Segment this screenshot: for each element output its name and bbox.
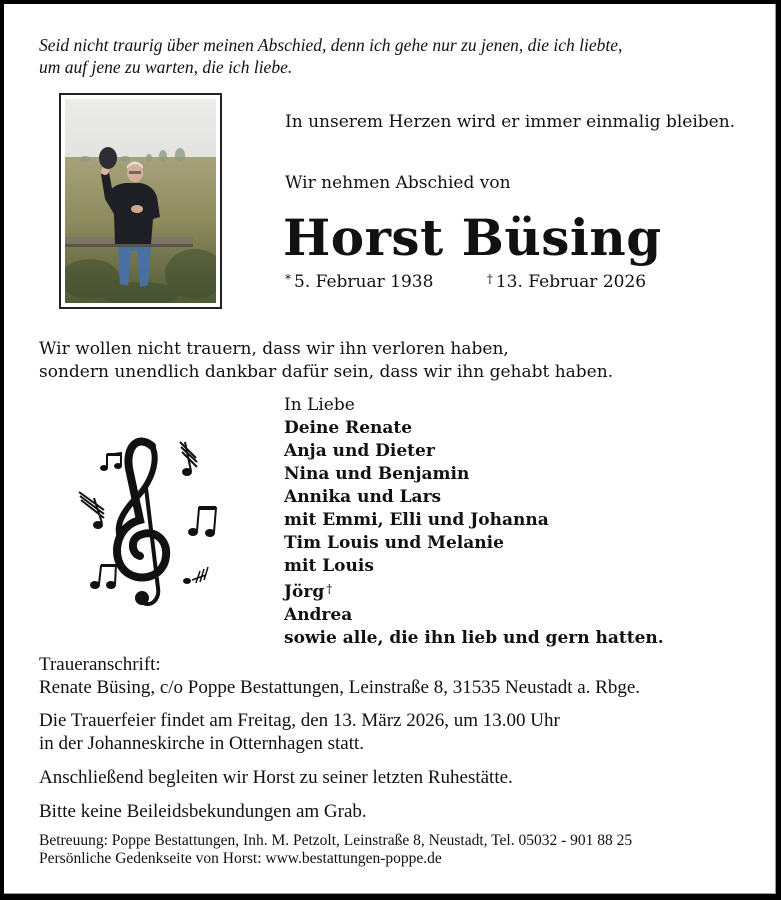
obituary-notice (4, 4, 776, 894)
farewell-intro: Wir nehmen Abschied von (285, 173, 511, 193)
mourner-name: mit Emmi, Elli und Johanna (284, 510, 549, 530)
quote-line-2: um auf jene zu warten, die ich liebe. (39, 57, 293, 77)
undertaker-footer (39, 832, 632, 868)
poem-line-2: sondern unendlich dankbar dafür sein, dass wir ihn gehabt haben. (39, 362, 614, 382)
address-value: Renate Büsing, c/o Poppe Bestattungen, Leinstraße 8, 31535 Neustadt a. Rbge. (39, 677, 641, 698)
funeral-ceremony (39, 709, 560, 755)
undertaker-info: Betreuung: Poppe Bestattungen, Inh. M. Petzolt, Leinstraße 8, Neustadt, Tel. 05032 - 901 88 25 (39, 832, 633, 849)
memorial-page-link[interactable]: Persönliche Gedenkseite von Horst: www.bestattungen-poppe.de (39, 850, 442, 867)
death-symbol: † (486, 272, 493, 286)
mourner-name: Annika und Lars (284, 487, 442, 507)
mourners-list (284, 394, 664, 650)
burial-note: Anschließend begleiten wir Horst zu seiner letzten Ruhestätte. (39, 767, 513, 788)
mourner-name: Nina und Benjamin (284, 464, 470, 484)
mourner-name: sowie alle, die ihn lieb und gern hatten. (284, 628, 664, 648)
mourning-address (39, 653, 640, 699)
ceremony-line-2: in der Johanneskirche in Otternhagen statt. (39, 733, 365, 754)
mourner-name: mit Louis (284, 556, 374, 576)
music-notes-illustration (66, 428, 226, 613)
deceased-name: Horst Büsing (283, 208, 662, 267)
mourners-heading: In Liebe (284, 395, 355, 415)
portrait-photo-frame (59, 93, 222, 309)
life-dates (285, 272, 646, 292)
tagline: In unserem Herzen wird er immer einmalig bleiben. (285, 112, 736, 132)
address-label: Traueranschrift: (39, 654, 161, 675)
mourner-name: Andrea (284, 605, 353, 625)
no-condolences-note: Bitte keine Beileidsbekundungen am Grab. (39, 801, 367, 822)
quote-line-1: Seid nicht traurig über meinen Abschied, denn ich gehe nur zu jenen, die ich liebte, (39, 35, 623, 55)
poem-line-1: Wir wollen nicht trauern, dass wir ihn verloren haben, (39, 339, 509, 359)
ceremony-line-1: Die Trauerfeier findet am Freitag, den 13. März 2026, um 13.00 Uhr (39, 710, 560, 731)
mourner-name-deceased (284, 578, 664, 604)
portrait-photo-image (65, 99, 216, 303)
opening-quote (39, 34, 622, 78)
mourner-name: Jörg (284, 582, 325, 602)
mourner-name: Anja und Dieter (284, 441, 435, 461)
birth-date: 5. Februar 1938 (294, 272, 434, 292)
mourner-name: Deine Renate (284, 418, 413, 438)
memorial-poem (39, 338, 613, 384)
birth-symbol: * (285, 272, 291, 286)
treble-clef-icon (66, 428, 226, 613)
death-date: 13. Februar 2026 (495, 272, 647, 292)
dagger-symbol: † (326, 582, 333, 596)
portrait-photo (65, 99, 216, 303)
mourner-name: Tim Louis und Melanie (284, 533, 504, 553)
